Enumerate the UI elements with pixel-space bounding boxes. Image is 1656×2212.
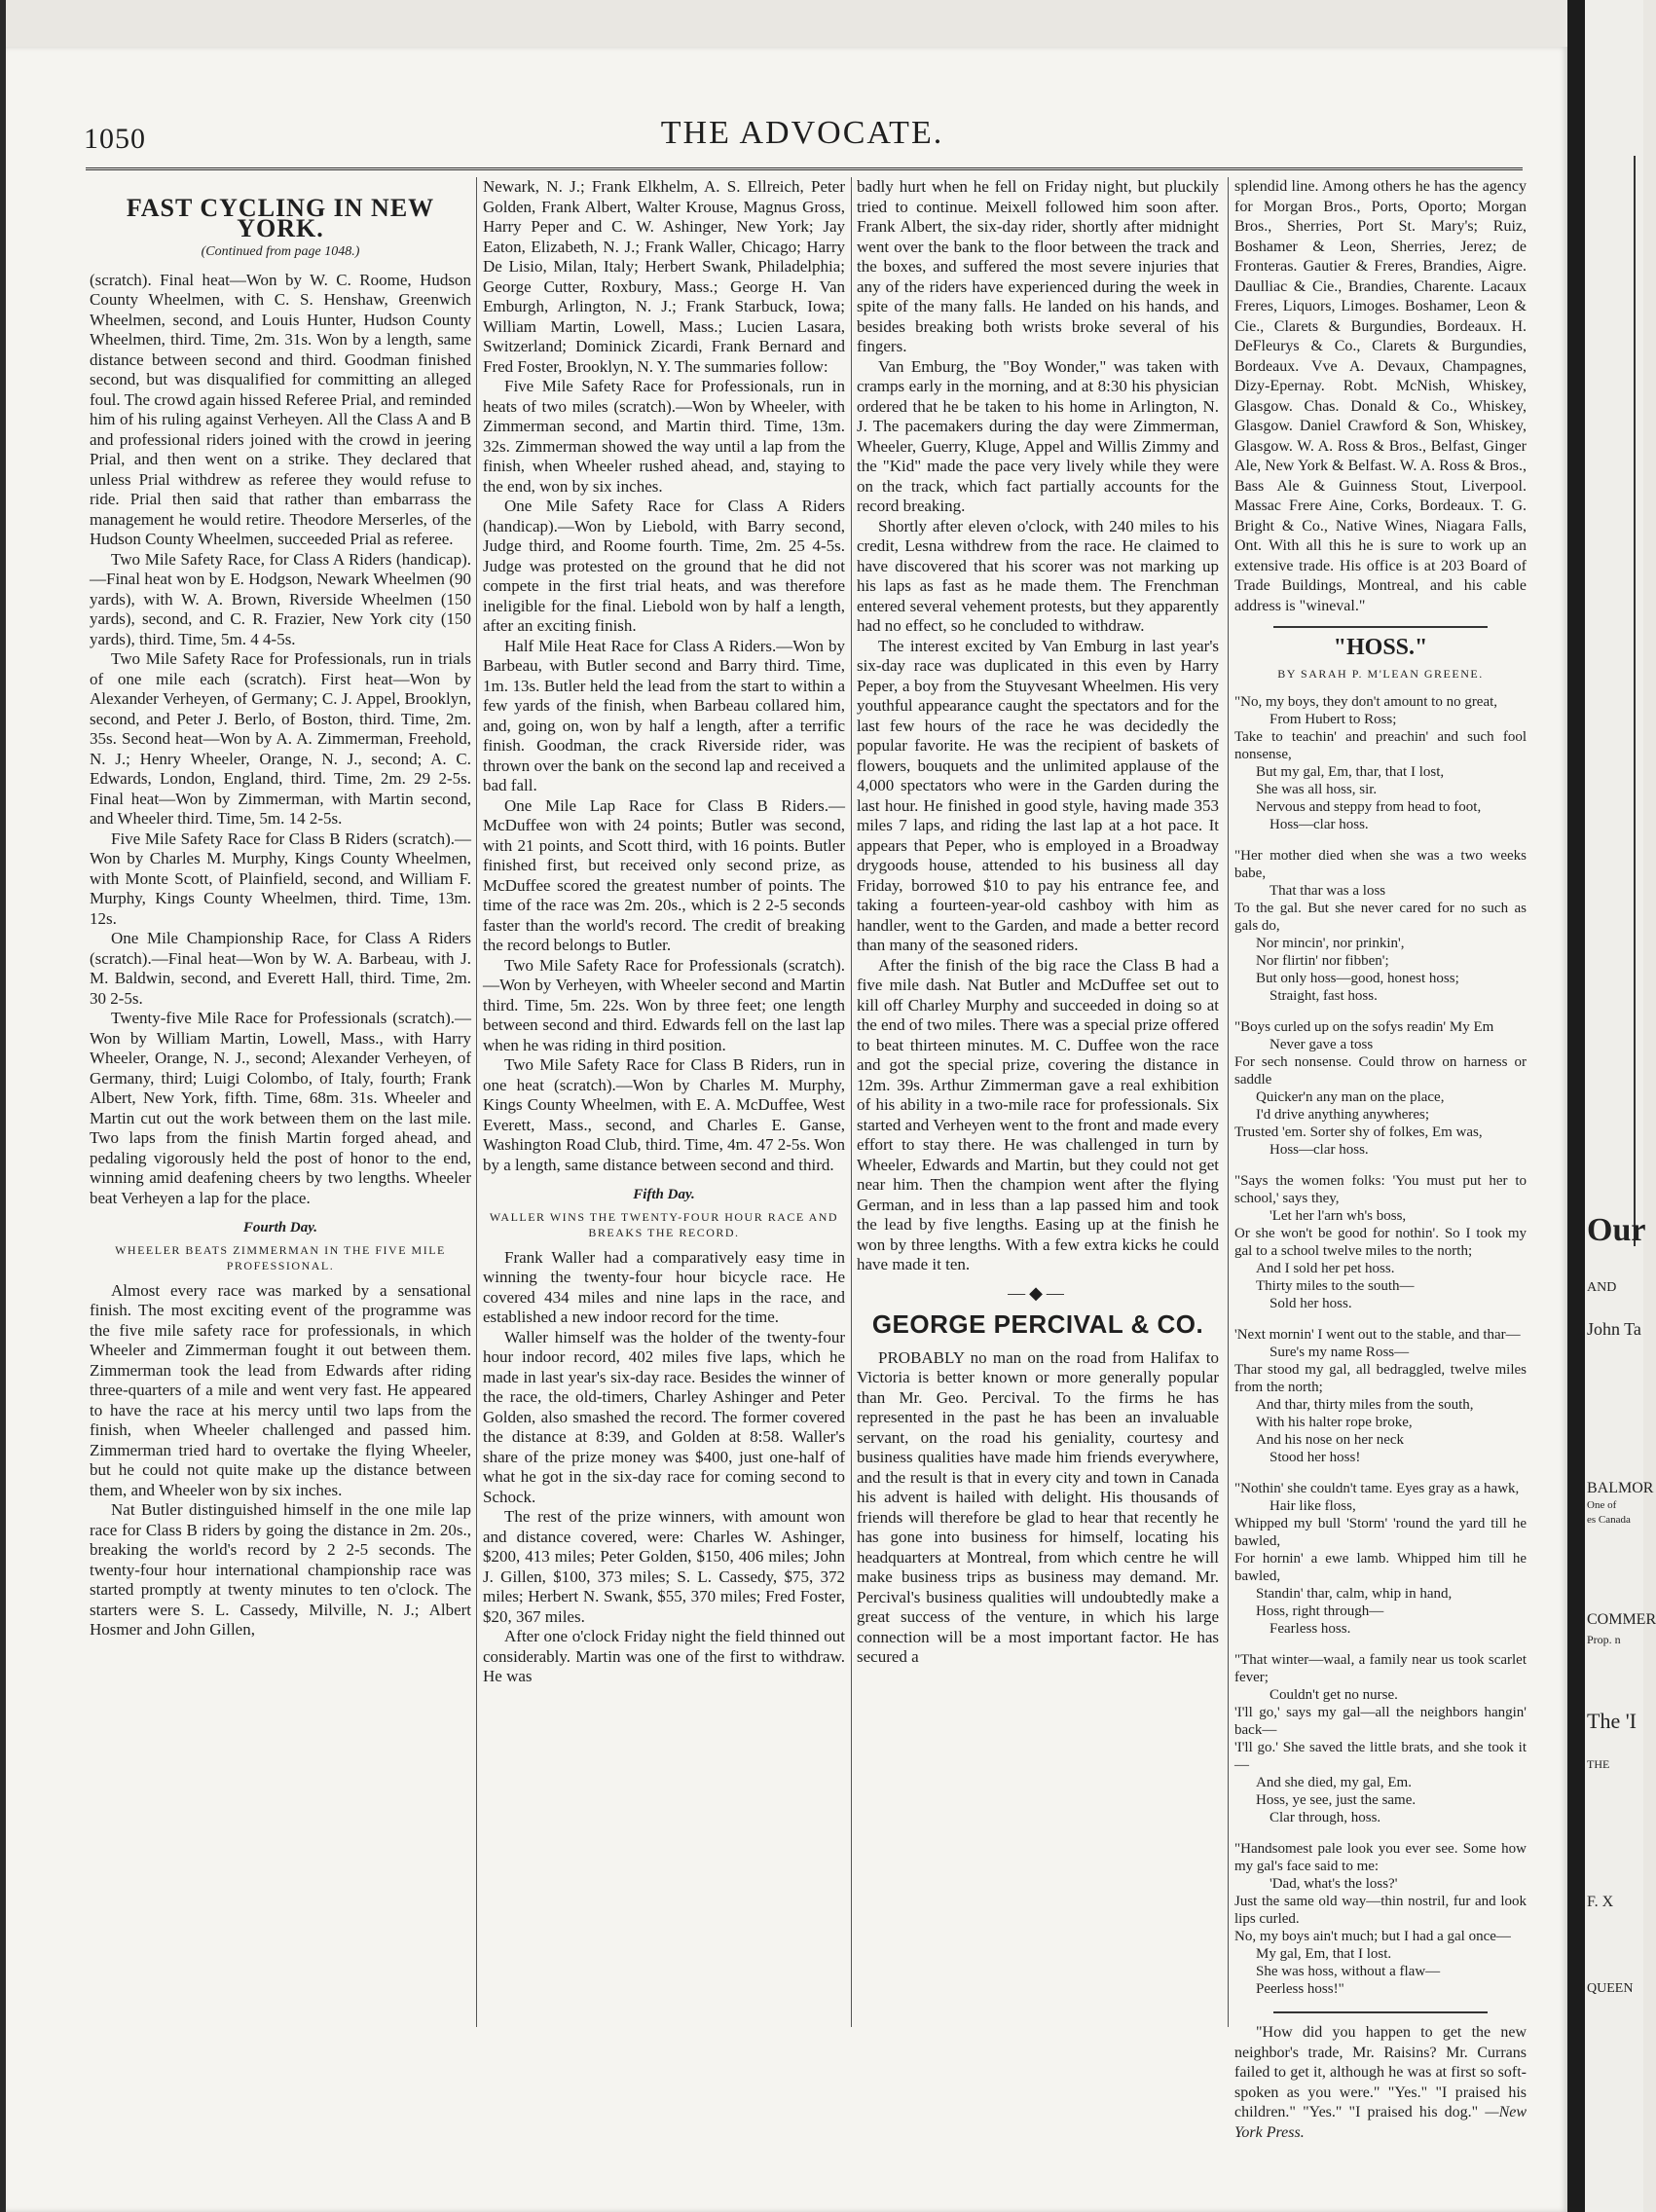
poem-line: Fearless hoss. (1270, 1621, 1351, 1637)
paragraph: The interest excited by Van Emburg in last year's six-day race was duplicated in this even by Harry Peper, a boy from the Stuyvesant Wheelmen. His very youthful appearance caught the spectators and for the last few hours of the race he was decidedly the popular favorite. He was the recipient of baskets of flowers, bouquets and the unlimited applause of the 4,000 spectators who were in the Garden during the last hour. He finished in good style, having made 353 miles 7 laps, and riding the last lap at a hot pace. It appears that Peper, who is employed in a Broadway drygoods house, attended to his business all day Friday, borrowed $10 to pay his entrance fee, and taking a fourteen-year-old cashboy with him as handler, went to the Garden, and made a better record than many of the seasoned riders. (857, 636, 1219, 954)
divider-rule (1273, 626, 1488, 628)
paragraph: Twenty-five Mile Race for Professionals (scratch).—Won by William Martin, Lowell, Mass., with Harry Wheeler, Orange, N. J., second; Alexander Verheyen, of Germany, third; Luigi Colombo, of Italy, fourth; Frank Albert, New York, fifth. Time, 68m. 31s. Wheeler and Martin cut out the work between them on the last mile. Two laps from the finish Martin forged ahead, and pedaling vigorously held the post of honor to the end, winning amid deafening cheers by two lengths. Wheeler beat Verheyen a lap for the place. (90, 1009, 471, 1207)
fragment-text: F. X (1587, 1894, 1614, 1910)
poem-line: "No, my boys, they don't amount to no great, (1234, 694, 1498, 710)
poem-line: Take to teachin' and preachin' and such fool nonsense, (1234, 729, 1527, 762)
paragraph: badly hurt when he fell on Friday night, but pluckily tried to continue. Meixell followed him soon after. Frank Albert, the six-day rider, shortly after midnight went over the bank to the floor between the track and the boxes, and suffered the most severe injuries that any of the riders have experienced during the week in spite of the many falls. He landed on his hands, and besides breaking both wrists broke several of his fingers. (857, 177, 1219, 355)
paragraph: Two Mile Safety Race for Professionals, run in trials of one mile each (scratch). First heat—Won by Alexander Verheyen, of Germany; C. J. Appel, Brooklyn, second, and Peter J. Berlo, of Boston, third. Time, 2m. 35s. Second heat—Won by A. A. Zimmerman, Freehold, N. J.; Henry Wheeler, Orange, N. J., second; A. C. Edwards, London, England, third. Time, 2m. 29 2-5s. Final heat—Won by Zimmerman, with Martin second, and Wheeler third. Time, 5m. 14 2-5s. (90, 649, 471, 828)
poem-line: My gal, Em, that I lost. (1256, 1946, 1392, 1962)
poem-stanza (1234, 1480, 1527, 1638)
poem-line: And his nose on her neck (1256, 1432, 1405, 1448)
poem-line: 'Next mornin' I went out to the stable, and thar— (1234, 1327, 1521, 1343)
poem-line: She was hoss, without a flaw— (1256, 1964, 1441, 1979)
paragraph: Frank Waller had a comparatively easy time in winning the twenty-four hour bicycle race. He covered 434 miles and nine laps in the race, and established a new indoor record for the time. (483, 1247, 845, 1326)
poem-line: "Boys curled up on the sofys readin' My Em (1234, 1019, 1494, 1035)
adjacent-page-edge (1585, 0, 1656, 2212)
fragment-text: The 'I (1587, 1709, 1637, 1733)
fragment-text: BALMOR (1587, 1480, 1654, 1496)
poem-line: She was all hoss, sir. (1256, 782, 1378, 797)
poem-line: Thirty miles to the south— (1256, 1278, 1415, 1294)
paragraph: Two Mile Safety Race, for Class A Riders (handicap).—Final heat won by E. Hodgson, Newark Wheelmen (90 yards), with W. A. Brown, Riverside Wheelmen (150 yards), second, and C. R. Frazier, New York city (150 yards), third. Time, 5m. 4 4-5s. (90, 549, 471, 648)
poem-line: I'd drive anything anywheres; (1256, 1107, 1430, 1123)
poem-line: "Says the women folks: 'You must put her to school,' says they, (1234, 1173, 1527, 1206)
poem-line: "Nothin' she couldn't tame. Eyes gray as a hawk, (1234, 1481, 1520, 1496)
poem-line: Standin' thar, calm, whip in hand, (1256, 1586, 1453, 1602)
paragraph: (scratch). Final heat—Won by W. C. Roome, Hudson County Wheelmen, with C. S. Henshaw, Greenwich Wheelmen, second, and Louis Hunter, Hudson County Wheelmen, third. Time, 2m. 31s. Won by a length, same distance between second and third. Goodman finished second, but was disqualified for committing an alleged foul. The crowd again hissed Referee Prial, and reminded him of his ruling against Verheyen. All the Class A and B and professional riders joined with the crowd in jeering Prial, and then went on a strike. They declared that unless Prial withdrew as referee they would refuse to ride. Prial then said that rather than embarrass the management he would retire. Theodore Merserles, of the Hudson County Wheelmen, succeeded Prial as referee. (90, 270, 471, 548)
fragment-text: THE (1587, 1757, 1610, 1771)
poem-line: Couldn't get no nurse. (1270, 1687, 1398, 1703)
paragraph: After one o'clock Friday night the field thinned out considerably. Martin was one of the first to withdraw. He was (483, 1627, 845, 1685)
poem-line: For hornin' a ewe lamb. Whipped him till he bawled, (1234, 1551, 1527, 1584)
fragment-text: One of (1587, 1499, 1617, 1511)
poem-stanza (1234, 1326, 1527, 1466)
poem-line: Trusted 'em. Sorter shy of folkes, Em was, (1234, 1124, 1483, 1140)
paragraph: After the finish of the big race the Class B had a five mile dash. Nat Butler and McDuffee set out to kill off Charley Murphy and succeeded in doing so at the end of two miles. There was a special prize offered to beat thirteen minutes. M. C. Duffee won the race and got the special prize, covering the distance in 12m. 39s. Arthur Zimmerman gave a real exhibition of his ability in a two-mile race for professionals. Six started and Verheyen went to the front and made every effort to stay there. He was challenged in turn by Wheeler, Edwards and Martin, but they could not get near him. Then the champion went after the flying German, and in less than a lap passed him and took the lead by five lengths. Easing up at the finish he won by three lengths. With a few extra kicks he could have made it ten. (857, 955, 1219, 1273)
masthead: THE ADVOCATE. (660, 115, 944, 151)
poem-line: Whipped my bull 'Storm' 'round the yard till he bawled, (1234, 1516, 1527, 1549)
paragraph: One Mile Safety Race for Class A Riders (handicap).—Won by Liebold, with Barry second, Judge third, and Roome fourth. Time, 2m. 25 4-5s. Judge was protested on the ground that he did not compete in the first trial heats, and was therefore ineligible for the final. Liebold won by half a length, after an exciting finish. (483, 497, 845, 635)
continued-note: (Continued from page 1048.) (201, 244, 360, 259)
anecdote-text: "How did you happen to get the new neighbor's trade, Mr. Raisins? Mr. Currans failed to get it, although he was at first so soft-spoken as you were." "Yes." "I praised his children." "Yes." "I praised his dog." (1234, 2024, 1527, 2120)
paragraph: One Mile Championship Race, for Class A Riders (scratch).—Final heat—Won by W. A. Barbeau, with J. M. Baldwin, second, and Everett Hall, third. Time, 2m. 30 2-5s. (90, 929, 471, 1008)
fragment-text: AND (1587, 1280, 1617, 1295)
paragraph: Waller himself was the holder of the twenty-four hour indoor record, 402 miles five laps, which he made in last year's six-day race. Besides the winner of the race, the old-timers, Charley Ashinger and Peter Golden, also smashed the record. The former covered the distance at 8:39, and Golden at 8:58. Waller's share of the prize money was $400, just one-half of what he got in the six-day race for coming second to Schock. (483, 1327, 845, 1506)
column-4 (1234, 177, 1527, 2141)
poem-line: Never gave a toss (1270, 1037, 1374, 1052)
book-gutter (1567, 0, 1585, 2212)
poem-line: Straight, fast hoss. (1270, 988, 1378, 1004)
poem-line: Quicker'n any man on the place, (1256, 1089, 1445, 1105)
paragraph: Newark, N. J.; Frank Elkhelm, A. S. Ellreich, Peter Golden, Frank Albert, Walter Krouse, Magnus Gross, Harry Peper and C. W. Ashinger, New York; Jay Eaton, Elizabeth, N. J.; Frank Waller, Chicago; Harry De Lisio, Milan, Italy; Herbert Swank, Philadelphia; George Cutter, Roxbury, Mass.; George H. Van Emburgh, Arlington, N. J.; Frank Starbuck, Iowa; William Martin, Lowell, Mass.; Lucien Lasara, Switzerland; Dominick Zicardi, Frank Bernard and Fred Foster, Brooklyn, N. Y. The summaries follow: (483, 177, 845, 376)
article-headline: GEORGE PERCIVAL & CO. (871, 1309, 1204, 1339)
poem-line: 'I'll go.' She saved the little brats, and she took it— (1234, 1740, 1527, 1773)
poem-line: And I sold her pet hoss. (1256, 1261, 1395, 1276)
fragment-text: es Canada (1587, 1514, 1631, 1526)
poem-line: Nervous and steppy from head to foot, (1256, 799, 1482, 815)
closing-anecdote (1234, 2023, 1527, 2143)
fragment-text: Prop. n (1587, 1633, 1621, 1646)
paragraph: One Mile Lap Race for Class B Riders.—McDuffee won with 24 points; Butler was second, with 21 points, and Scott third, with 16 points. Butler finished first, but received only second prize, as McDuffee scored the greatest number of points. The time of the race was 2m. 20s., which is 2 2-5 seconds faster than the world's record. The credit of breaking the record belongs to Butler. (483, 795, 845, 954)
article-headline: FAST CYCLING IN NEW YORK. (126, 194, 435, 242)
paragraph: Shortly after eleven o'clock, with 240 miles to his credit, Lesna withdrew from the race. He claimed to have discovered that his scorer was not marking up his laps as fast as he made them. The Frenchman entered several vehement protests, but they apparently had no effect, so he concluded to withdraw. (857, 516, 1219, 635)
poem-line: No, my boys ain't much; but I had a gal once— (1234, 1929, 1511, 1944)
fragment-text: Our (1587, 1212, 1646, 1248)
poem-line: And thar, thirty miles from the south, (1256, 1397, 1474, 1413)
poem-line: Just the same old way—thin nostril, fur and look lips curled. (1234, 1894, 1527, 1927)
poem-line: 'Dad, what's the loss?' (1270, 1876, 1398, 1892)
column-rule (1634, 156, 1636, 1246)
poem-line: Hair like floss, (1270, 1498, 1356, 1514)
poem-title: "HOSS." (1333, 635, 1428, 660)
paragraph: Five Mile Safety Race for Class B Riders (scratch).—Won by Charles M. Murphy, Kings County Wheelmen, with Monte Scott, of Plainfield, second, and William F. Murphy, Kings County Wheelmen, third. Time, 13m. 12s. (90, 829, 471, 928)
divider-rule (1273, 2011, 1488, 2013)
poem-line: And she died, my gal, Em. (1256, 1775, 1412, 1790)
paragraph: PROBABLY no man on the road from Halifax to Victoria is better known or more generally popular than Mr. Geo. Percival. To the firms he has represented in the past he has been an invaluable servant, on the road his geniality, courtesy and business qualities have made him friends everywhere, and the result is that in every city and town in Canada his advent is hailed with delight. His thousands of friends will therefore be glad to hear that recently he has gone into business for himself, locating his headquarters at Montreal, from which centre he will make business trips as business may demand. Mr. Percival's business qualities will undoubtedly make a great success of the venture, in which his large connection will be a most important factor. He has secured a (857, 1347, 1219, 1666)
column-2 (483, 177, 845, 2076)
poem-line: Stood her hoss! (1270, 1450, 1361, 1465)
poem-line: "That winter—waal, a family near us took scarlet fever; (1234, 1652, 1527, 1685)
paragraph: Van Emburg, the "Boy Wonder," was taken with cramps early in the morning, and at 8:30 his physician ordered that he be taken to his home in Arlington, N. J. The pacemakers during the day were Zimmerman, Wheeler, Guerry, Kluge, Appel and Willis Zimmy and the "Kid" made the pace very lively while they were on the track, which fact partially accounts for the record breaking. (857, 356, 1219, 515)
poem-stanza (1234, 1840, 1527, 1998)
column-1 (90, 177, 471, 2076)
poem-line: From Hubert to Ross; (1270, 712, 1397, 727)
poem-stanza (1234, 693, 1527, 833)
section-subhead: Fifth Day. (633, 1187, 695, 1202)
poem-stanza (1234, 1172, 1527, 1312)
poem-stanza (1234, 1018, 1527, 1159)
fragment-text: COMMER (1587, 1611, 1656, 1628)
poem-line: Clar through, hoss. (1270, 1810, 1381, 1825)
poem-line: Hoss—clar hoss. (1270, 817, 1369, 832)
section-subhead: Fourth Day. (242, 1220, 318, 1235)
poem-stanza (1234, 1651, 1527, 1826)
paragraph: Two Mile Safety Race for Professionals (scratch).—Won by Verheyen, with Wheeler second and Martin third. Time, 5m. 22s. Won by three feet; one length between second and third. Edwards fell on the last lap when he was riding in third position. (483, 955, 845, 1054)
poem-byline: BY SARAH P. M'LEAN GREENE. (1277, 666, 1484, 681)
poem-line: Hoss—clar hoss. (1270, 1142, 1369, 1158)
section-deck: WALLER WINS THE TWENTY-FOUR HOUR RACE AND BREAKS THE RECORD. (489, 1209, 839, 1239)
anecdote-source: —New York Press. (1234, 2104, 1527, 2141)
poem-line: That thar was a loss (1270, 883, 1386, 899)
fragment-text: John Ta (1587, 1319, 1641, 1339)
poem-line: "Handsomest pale look you ever see. Some how my gal's face said to me: (1234, 1841, 1527, 1874)
poem-line: Sure's my name Ross— (1270, 1345, 1410, 1360)
poem-line: Thar stood my gal, all bedraggled, twelve miles from the north; (1234, 1362, 1527, 1395)
poem-line: 'I'll go,' says my gal—all the neighbors hangin' back— (1234, 1705, 1527, 1738)
poem-line: Hoss, right through— (1256, 1604, 1384, 1619)
paragraph: Half Mile Heat Race for Class A Riders.—Won by Barbeau, with Butler second and Barry third. Time, 1m. 13s. Butler held the lead from the start to within a few yards of the finish, when Barbeau collared him, and, going on, won by half a length, after a terrific finish. Goodman, the crack Riverside rider, was thrown over the bank on the second lap and received a bad fall. (483, 636, 845, 794)
poem-line: Or she won't be good for nothin'. So I took my gal to a school twelve miles to the north; (1234, 1226, 1527, 1259)
poem-line: "Her mother died when she was a two weeks babe, (1234, 848, 1527, 881)
poem-line: But only hoss—good, honest hoss; (1256, 971, 1459, 986)
poem-line: Nor flirtin' nor fibben'; (1256, 953, 1389, 969)
poem-line: With his halter rope broke, (1256, 1415, 1413, 1430)
header-rule (86, 167, 1523, 170)
paragraph: Nat Butler distinguished himself in the one mile lap race for Class B riders by going the distance in 2m. 20s., breaking the world's record by 2 2-5 seconds. The twenty-four hour international championship race was started promptly at twenty minutes to ten o'clock. The starters were S. L. Cassedy, Milville, N. J.; Albert Hosmer and John Gillen, (90, 1500, 471, 1639)
poem-line: 'Let her l'arn wh's boss, (1270, 1208, 1407, 1224)
poem-line: Hoss, ye see, just the same. (1256, 1792, 1417, 1808)
paragraph: Five Mile Safety Race for Professionals, run in heats of two miles (scratch).—Won by Wheeler, with Zimmerman second, and Martin third. Time, 13m. 32s. Zimmerman showed the way until a lap from the finish, when Wheeler rushed ahead, and, staying to the end, won by six inches. (483, 377, 845, 496)
poem-stanza (1234, 847, 1527, 1005)
poem-line: Peerless hoss!" (1256, 1981, 1344, 1997)
poem-line: For sech nonsense. Could throw on harness or saddle (1234, 1054, 1527, 1088)
fragment-text: QUEEN (1587, 1981, 1634, 1996)
column-rule (851, 177, 852, 2027)
column-rule (1228, 177, 1229, 2027)
page-header (82, 115, 1523, 164)
column-rule (476, 177, 477, 2027)
page-number: 1050 (84, 123, 146, 155)
ornament-divider: —◆— (1008, 1282, 1068, 1303)
poem-line: Sold her hoss. (1270, 1296, 1352, 1311)
poem-line: Nor mincin', nor prinkin', (1256, 936, 1405, 951)
paragraph: splendid line. Among others he has the agency for Morgan Bros., Ports, Oporto; Morgan Bros., Sherries, Port St. Mary's; Ruiz, Boshamer & Leon, Sherries, Jerez; de Fronteras. Gautier & Freres, Brandies, Aigre. Daulliac & Cie., Brandies, Charente. Lacaux Freres, Liquors, Limoges. Boshamer, Leon & Cie., Clarets & Burgundies, Bordeaux. H. DeFleurys & Co., Clarets & Burgundies, Bordeaux. Vve A. Devaux, Champagnes, Dizy-Epernay. Robt. McNish, Whiskey, Glasgow. Chas. Donald & Co., Whiskey, Glasgow. Daniel Crawford & Son, Whiskey, Glasgow. W. A. Ross & Bros., Belfast, Ginger Ale, New York & Belfast. W. A. Ross & Bros., Bass Ale & Guinness Stout, Liverpool. Massac Frere Aine, Corks, Bordeaux. T. G. Bright & Co., Native Wines, Niagara Falls, Ont. With all this he is sure to work up an extensive trade. His office is at 203 Board of Trade Buildings, Montreal, and his cable address is "wineval." (1234, 178, 1527, 614)
paragraph: The rest of the prize winners, with amount won and distance covered, were: Charles W. Ashinger, $200, 413 miles; Peter Golden, $150, 406 miles; John J. Gillen, $100, 373 miles; S. L. Cassedy, $75, 372 miles; Herbert N. Swank, $55, 370 miles; Fred Foster, $20, 367 miles. (483, 1507, 845, 1626)
paragraph: Two Mile Safety Race for Class B Riders, run in one heat (scratch).—Won by Charles M. Murphy, Kings County Wheelmen, with E. A. McDuffee, West Everett, Mass., second, and Charles E. Ganse, Washington Road Club, third. Time, 4m. 47 2-5s. Won by a length, same distance between second and third. (483, 1055, 845, 1174)
paragraph: Almost every race was marked by a sensational finish. The most exciting event of the programme was the five mile safety race for professionals, in which Wheeler and Zimmerman fought it out between them. Zimmerman took the lead from Edwards after riding three-quarters of a mile and went very fast. He appeared to have the race at his mercy until two laps from the finish, when Wheeler challenged and passed him. Zimmerman tried hard to overtake the flying Wheeler, but he could not quite make up the distance between them, and Wheeler won by six inches. (90, 1280, 471, 1499)
poem-line: To the gal. But she never cared for no such as gals do, (1234, 901, 1527, 934)
poem-line: But my gal, Em, thar, that I lost, (1256, 764, 1445, 780)
section-deck: WHEELER BEATS ZIMMERMAN IN THE FIVE MILE PROFESSIONAL. (115, 1242, 446, 1272)
column-3 (857, 177, 1219, 2076)
